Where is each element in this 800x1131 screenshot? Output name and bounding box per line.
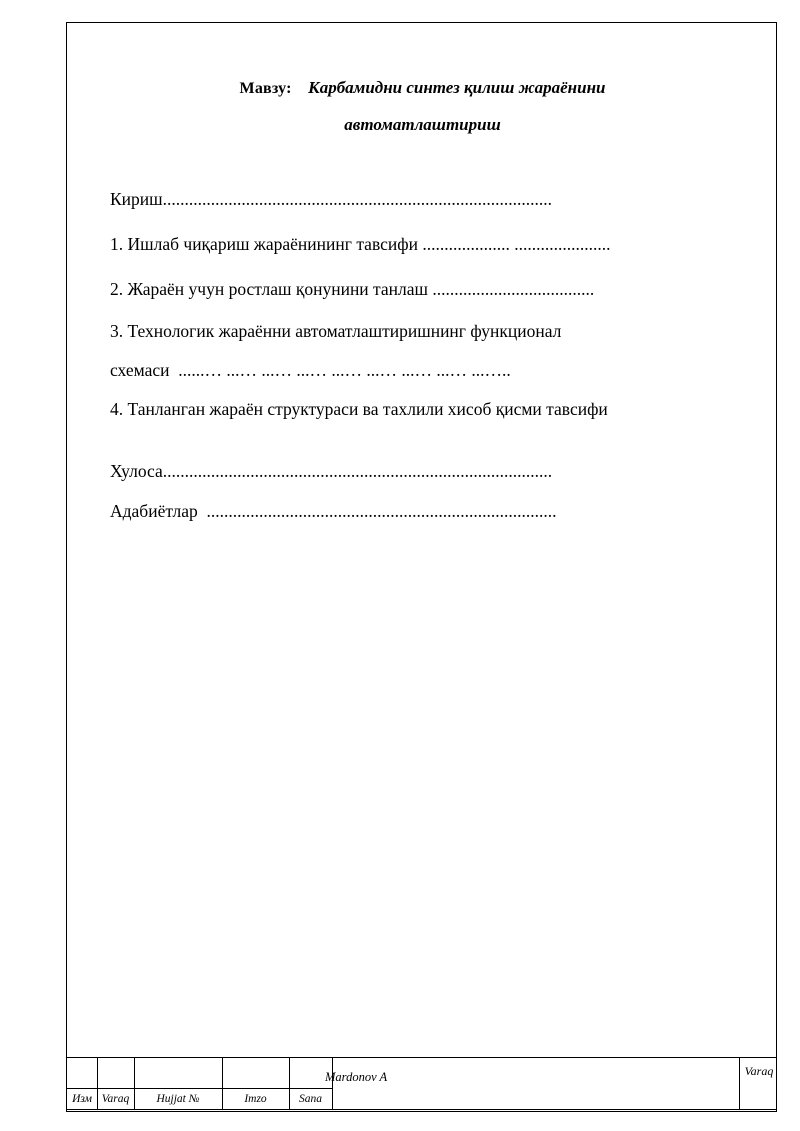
stamp-col-imzo: Imzo [244, 1093, 267, 1105]
stamp-col-hujjat: Hujjat № [156, 1093, 200, 1105]
stamp-page-label: Varaq [744, 1064, 774, 1078]
title-label: Мавзу: [239, 80, 292, 97]
title-main-line-1: Карбамидни синтез қилиш жараёнини [308, 78, 606, 97]
toc-entry-adabiyotlar: Адабиётлар ................................................................................ [110, 501, 557, 521]
title-block-stamp [67, 1057, 777, 1109]
toc-entry-4: 4. Танланган жараён структураси ва тахлили хисоб қисми тавсифи [110, 399, 608, 419]
toc-spacer [110, 429, 735, 451]
title-line-2 [110, 107, 735, 143]
title-main-line-2: автоматлаштириш [344, 115, 501, 134]
toc-entry-2: 2. Жараён учун ростлаш қонунини танлаш ..................................... [110, 279, 595, 299]
stamp-col-varaq: Varaq [101, 1093, 130, 1105]
toc-entry-1: 1. Ишлаб чиқариш жараёнининг тавсифи .................... ...................... [110, 234, 611, 254]
table-of-contents [110, 177, 735, 531]
stamp-grid [67, 1058, 777, 1110]
stamp-author: Mardonov A [325, 1070, 388, 1084]
toc-entry-kirish: Кириш......................................................................................... [110, 189, 553, 209]
stamp-col-sana: Sana [299, 1093, 322, 1105]
stamp-col-izm: Изм [72, 1093, 92, 1105]
document-title-block [110, 70, 735, 143]
stamp-vline-6 [739, 1058, 740, 1109]
toc-entry-3-line-1: 3. Технологик жараённи автоматлаштиришнинг функционал [110, 321, 562, 341]
toc-entry-3-line-2: схемаси ......… ...… ...… ...… ...… ...… ...… ...… ...….. [110, 360, 511, 380]
toc-entry-xulosa: Хулоса......................................................................................... [110, 461, 553, 481]
document-content [110, 70, 735, 531]
title-line-1 [110, 70, 735, 107]
